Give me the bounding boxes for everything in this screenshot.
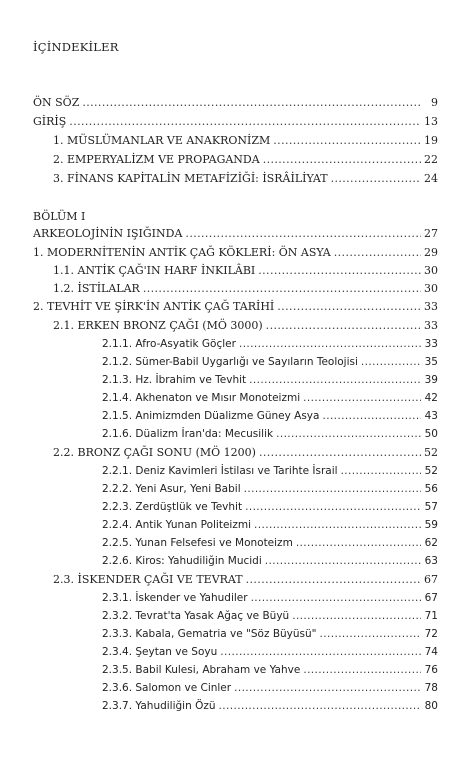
toc-entry-page: 50 [424,428,438,440]
toc-entry-on-soz [33,96,438,110]
toc-entry-page: 67 [424,592,438,604]
toc-entry [102,681,438,695]
toc-entry-label: 1.2. İSTİLALAR [53,282,140,295]
toc-entry [102,627,438,641]
dot-leader [292,609,421,623]
toc-entry-label: 1. MÜSLÜMANLAR VE ANAKRONİZM [53,134,271,147]
dot-leader [273,134,421,148]
toc-entry-label: 2.1.1. Afro-Asyatik Göçler [102,338,236,350]
toc-entry-page: 19 [424,134,438,147]
toc-entry-page: 63 [424,555,438,567]
toc-entry [102,663,438,677]
dot-leader [244,482,421,496]
toc-entry-label: 3. FİNANS KAPİTALİN METAFİZİĞİ: İSRÂİLİYAT [53,172,328,185]
toc-entry-page: 24 [424,172,438,185]
toc-entry-label: 2.1.4. Akhenaton ve Mısır Monoteizmi [102,392,301,404]
toc-entry-giris [33,115,438,129]
toc-entry-label: 2.2.3. Zerdüştlük ve Tevhit [102,501,243,513]
toc-entry-page: 39 [424,374,438,386]
toc-entry-page: 52 [424,465,438,477]
toc-entry [102,500,438,514]
toc-entry-label: 2.2.2. Yeni Asur, Yeni Babil [102,483,241,495]
toc-entry [53,446,438,460]
toc-entry-label: ARKEOLOJİNİN IŞIĞINDA [33,227,183,240]
toc-entry-label: 2.2.6. Kiros: Yahudiliğin Mucidi [102,555,262,567]
toc-entry-label: 2.1. ERKEN BRONZ ÇAĞI (MÖ 3000) [53,319,263,332]
dot-leader [303,663,421,677]
dot-leader [266,319,421,333]
toc-entry-page: 72 [424,628,438,640]
toc-entry-page: 76 [424,664,438,676]
toc-entry-page: 33 [424,338,438,350]
toc-entry-page: 35 [424,356,438,368]
dot-leader [254,518,421,532]
toc-entry [102,482,438,496]
toc-entry-page: 59 [424,519,438,531]
toc-entry [102,409,438,423]
dot-leader [320,627,422,641]
toc-entry-label: 2.1.3. Hz. İbrahim ve Tevhit [102,374,247,386]
toc-entry-label: 2.1.6. Düalizm İran'da: Mecusilik [102,428,274,440]
toc-entry-label: 2.3.4. Şeytan ve Soyu [102,646,218,658]
toc-entry-page: 42 [424,392,438,404]
toc-entry-page: 62 [424,537,438,549]
dot-leader [259,446,421,460]
dot-leader [234,681,421,695]
dot-leader [331,172,421,186]
dot-leader [251,591,421,605]
dot-leader [322,409,421,423]
toc-entry [53,172,438,186]
toc-entry-label: 2.3. İSKENDER ÇAĞI VE TEVRAT [53,573,243,586]
toc-entry-label: 2.3.3. Kabala, Gematria ve "Söz Büyüsü" [102,628,317,640]
toc-entry-label: 1.1. ANTİK ÇAĞ'IN HARF İNKILÂBI [53,264,256,277]
toc-entry-page: 78 [424,682,438,694]
dot-leader [220,645,421,659]
dot-leader [263,153,421,167]
toc-entry-page: 67 [424,573,438,586]
toc-entry-label: 2.3.5. Babil Kulesi, Abraham ve Yahve [102,664,301,676]
toc-entry [102,645,438,659]
toc-entry [102,518,438,532]
toc-entry-label: 1. MODERNİTENİN ANTİK ÇAĞ KÖKLERİ: ÖN ASYA [33,246,331,259]
dot-leader [246,573,421,587]
toc-entry-label: 2.2.1. Deniz Kavimleri İstilası ve Tarihte İsrail [102,465,338,477]
dot-leader [361,355,421,369]
dot-leader [249,373,421,387]
toc-entry-page: 74 [424,646,438,658]
toc-entry [33,246,438,260]
dot-leader [303,391,421,405]
toc-entry [53,264,438,278]
dot-leader [276,427,421,441]
toc-entry [53,282,438,296]
toc-entry-label: 2. TEVHİT VE ŞİRK'İN ANTİK ÇAĞ TARİHİ [33,300,275,313]
toc-entry-page: 56 [424,483,438,495]
toc-entry-page: 9 [431,96,438,109]
dot-leader [258,264,421,278]
toc-entry-page: 33 [424,300,438,313]
dot-leader [265,554,421,568]
toc-entry [102,355,438,369]
toc-entry-page: 80 [424,700,438,712]
dot-leader [341,464,421,478]
toc-entry-page: 30 [424,264,438,277]
toc-entry-label: 2.1.5. Animizmden Düalizme Güney Asya [102,410,320,422]
page-title: İÇİNDEKİLER [33,40,119,54]
toc-entry [102,609,438,623]
toc-entry [102,427,438,441]
toc-entry-label: 2.2. BRONZ ÇAĞI SONU (MÖ 1200) [53,446,256,459]
toc-entry-label: 2.2.5. Yunan Felsefesi ve Monoteizm [102,537,293,549]
toc-entry [102,391,438,405]
toc-entry-label: ÖN SÖZ [33,96,80,109]
dot-leader [296,536,421,550]
toc-entry [102,591,438,605]
dot-leader [219,699,421,713]
toc-entry-label: 2. EMPERYALİZM VE PROPAGANDA [53,153,260,166]
toc-entry [102,373,438,387]
dot-leader [334,246,421,260]
toc-entry [53,134,438,148]
toc-entry-label: 2.3.6. Salomon ve Cinler [102,682,232,694]
toc-entry-page: 57 [424,501,438,513]
toc-entry-page: 13 [424,115,438,128]
toc-entry-page: 52 [424,446,438,459]
toc-entry [53,573,438,587]
toc-entry-page: 22 [424,153,438,166]
dot-leader [185,227,421,241]
toc-entry [102,337,438,351]
dot-leader [245,500,421,514]
toc-entry-label: 2.3.1. İskender ve Yahudiler [102,592,248,604]
toc-entry [102,554,438,568]
dot-leader [239,337,421,351]
toc-entry-page: 27 [424,227,438,240]
toc-entry [102,699,438,713]
toc-entry-page: 43 [424,410,438,422]
toc-entry-page: 29 [424,246,438,259]
toc-entry-label: GİRİŞ [33,115,67,128]
toc-entry [33,300,438,314]
toc-entry-label: 2.3.7. Yahudiliğin Özü [102,700,216,712]
toc-entry [33,227,438,241]
toc-entry [102,536,438,550]
toc-entry-label: 2.3.2. Tevrat'ta Yasak Ağaç ve Büyü [102,610,290,622]
toc-entry-label: 2.1.2. Sümer-Babil Uygarlığı ve Sayıların Teolojisi [102,356,358,368]
toc-entry-page: 33 [424,319,438,332]
toc-entry-label: 2.2.4. Antik Yunan Politeizmi [102,519,251,531]
toc-entry [53,319,438,333]
part-heading: BÖLÜM I [33,210,86,223]
dot-leader [277,300,421,314]
dot-leader [69,115,421,129]
dot-leader [143,282,421,296]
toc-entry-page: 30 [424,282,438,295]
toc-entry-page: 71 [424,610,438,622]
dot-leader [82,96,421,110]
toc-entry [53,153,438,167]
toc-entry [102,464,438,478]
